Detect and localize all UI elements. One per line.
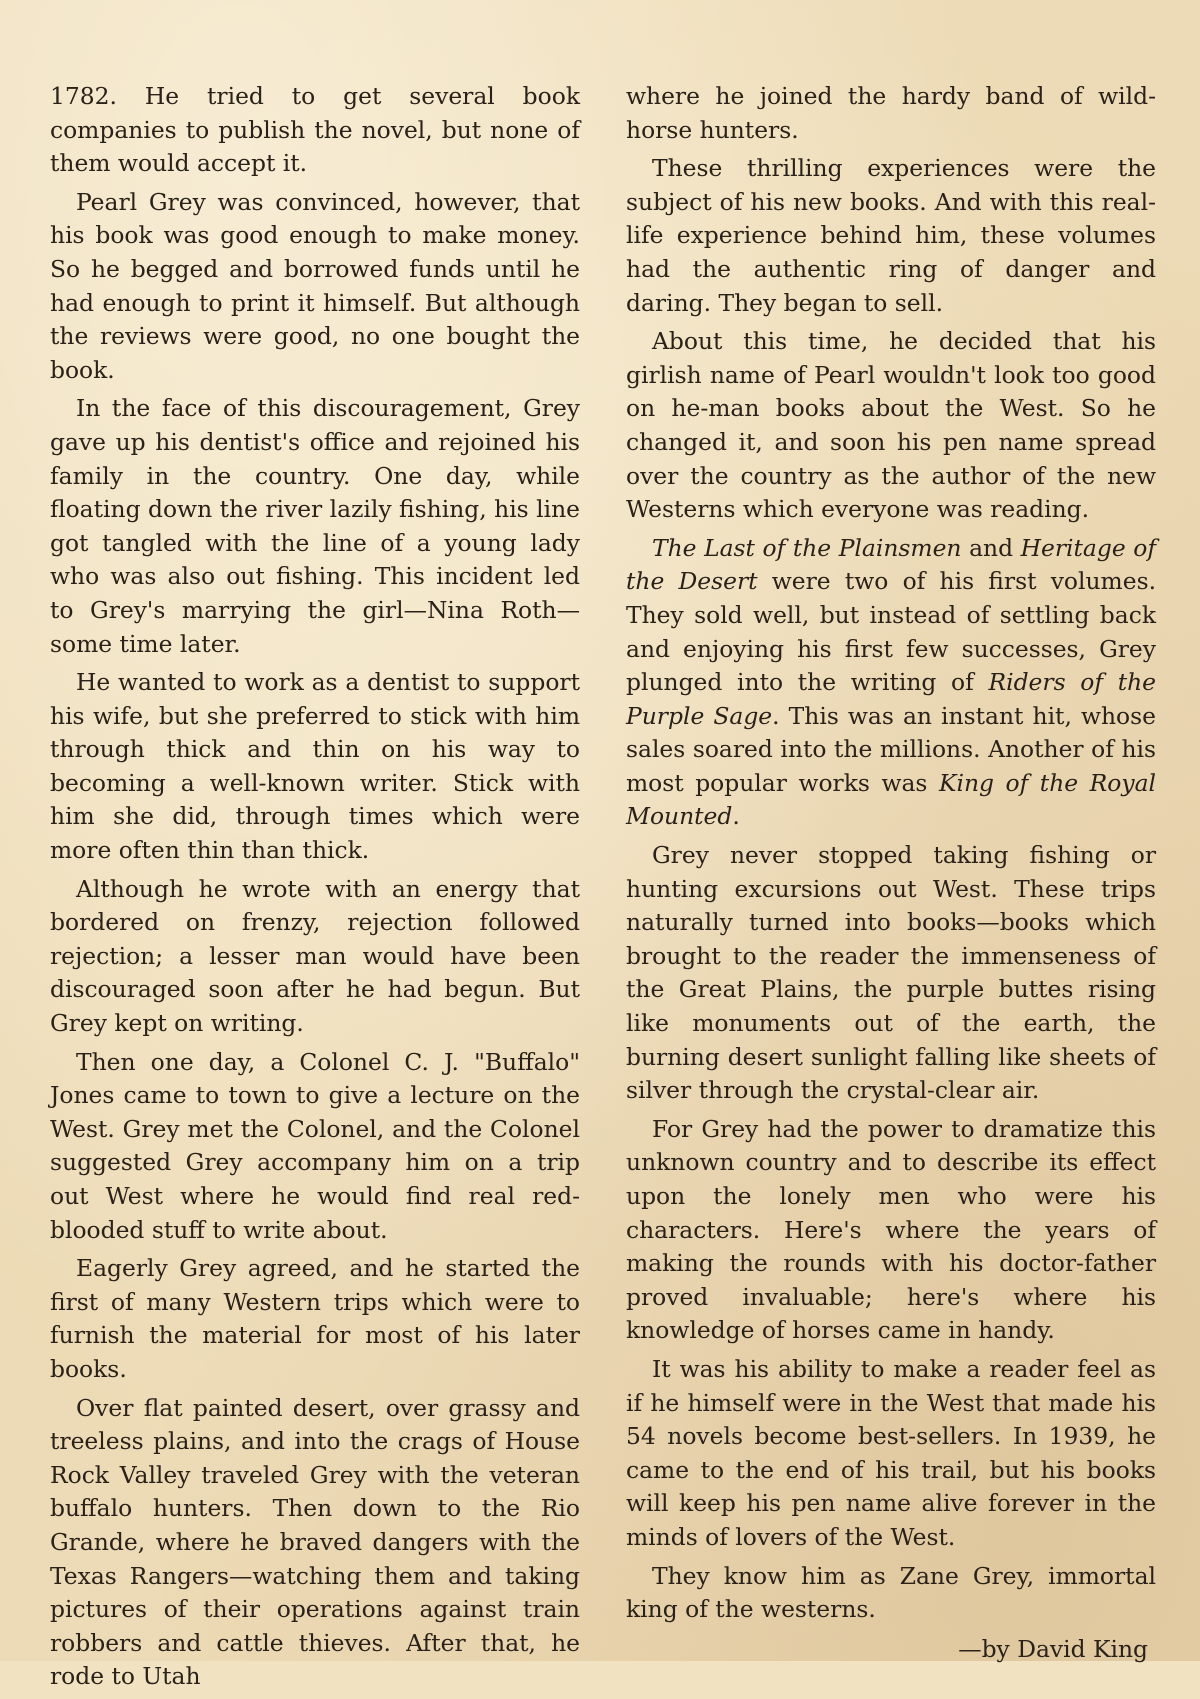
book-title: Riders of the Purple Sage [626, 668, 1156, 730]
paragraph: For Grey had the power to dramatize this unknown country and to describe its effect upon the lonely men who were his characters. Here's where the years of making the rounds with his doctor-father proved invaluable; here's where his knowledge of horses came in handy. [626, 1114, 1156, 1345]
paragraph: Then one day, a Colonel C. J. "Buffalo" Jones came to town to give a lecture on the West. Grey met the Colonel, and the Colonel suggested Grey accompany him on a trip out West where he would find real red-blooded stuff to write about. [50, 1047, 580, 1244]
paragraph: In the face of this discouragement, Grey gave up his dentist's office and rejoined his family in the country. One day, while floating down the river lazily fishing, his line got tangled with the line of a young lady who was also out fishing. This incident led to Grey's marrying the girl—Nina Roth—some time later. [50, 394, 580, 658]
paragraph: Eagerly Grey agreed, and he started the first of many Western trips which were to furnish the material for most of his later books. [50, 1254, 580, 1383]
paragraph: Grey never stopped taking fishing or hunting excursions out West. These trips naturally turned into books—books which brought to the reader the immenseness of the Great Plains, the purple buttes rising like monuments out of the earth, the burning desert sunlight falling like sheets of silver through the crystal-clear air. [626, 841, 1156, 1105]
text-run: were two of his first volumes. They sold well, but instead of settling back and enjoying his first few successes, Grey plunged into the writing of [626, 567, 1157, 697]
paragraph: He wanted to work as a dentist to support his wife, but she preferred to stick with him through thick and thin on his way to becoming a well-known writer. Stick with him she did, through times which were more often thin than thick. [50, 668, 580, 865]
paragraph: It was his ability to make a reader feel as if he himself were in the West that made his 54 novels become best-sellers. In 1939, he came to the end of his trail, but his books will keep his pen name alive forever in the minds of lovers of the West. [626, 1354, 1156, 1551]
text-run: . This was an instant hit, whose sales soared into the millions. Another of his most popular works was [626, 701, 1156, 797]
paragraph: Over flat painted desert, over grassy and treeless plains, and into the crags of House Rock Valley traveled Grey with the veteran buffalo hunters. Then down to the Rio Grande, where he braved dangers with the Texas Rangers—watching them and taking pictures of their operations against train robbers and cattle thieves. After that, he rode to Utah [50, 1393, 580, 1691]
paragraph: About this time, he decided that his girlish name of Pearl wouldn't look too good on he-man books about the West. So he changed it, and soon his pen name spread over the country as the author of the new Westerns which everyone was reading. [626, 327, 1156, 524]
book-title: Heritage of the Desert [626, 533, 1156, 596]
text-run: and [961, 533, 1021, 562]
byline: —by David King [958, 1634, 1148, 1663]
paragraph: They know him as Zane Grey, immortal king of the westerns. [626, 1561, 1156, 1624]
left-column [50, 80, 580, 1699]
right-column [626, 80, 1156, 1671]
paragraph: These thrilling experiences were the subject of his new books. And with this real-life experience behind him, these volumes had the authentic ring of danger and daring. They began to sell. [626, 154, 1156, 317]
paragraph: where he joined the hardy band of wild-horse hunters. [626, 82, 1156, 144]
book-title: King of the Royal Mounted [626, 768, 1156, 831]
book-title: The Last of the Plainsmen [652, 533, 962, 562]
paragraph: Pearl Grey was convinced, however, that his book was good enough to make money. So he begged and borrowed funds until he had enough to print it himself. But although the reviews were good, no one bought the book. [50, 187, 580, 384]
paragraph: 1782. He tried to get several book companies to publish the novel, but none of them would accept it. [50, 82, 580, 178]
text-run: . [732, 802, 740, 831]
paragraph: Although he wrote with an energy that bordered on frenzy, rejection followed rejection; a lesser man would have been discouraged soon after he had begun. But Grey kept on writing. [50, 874, 580, 1038]
paragraph-with-titles [626, 532, 1156, 834]
